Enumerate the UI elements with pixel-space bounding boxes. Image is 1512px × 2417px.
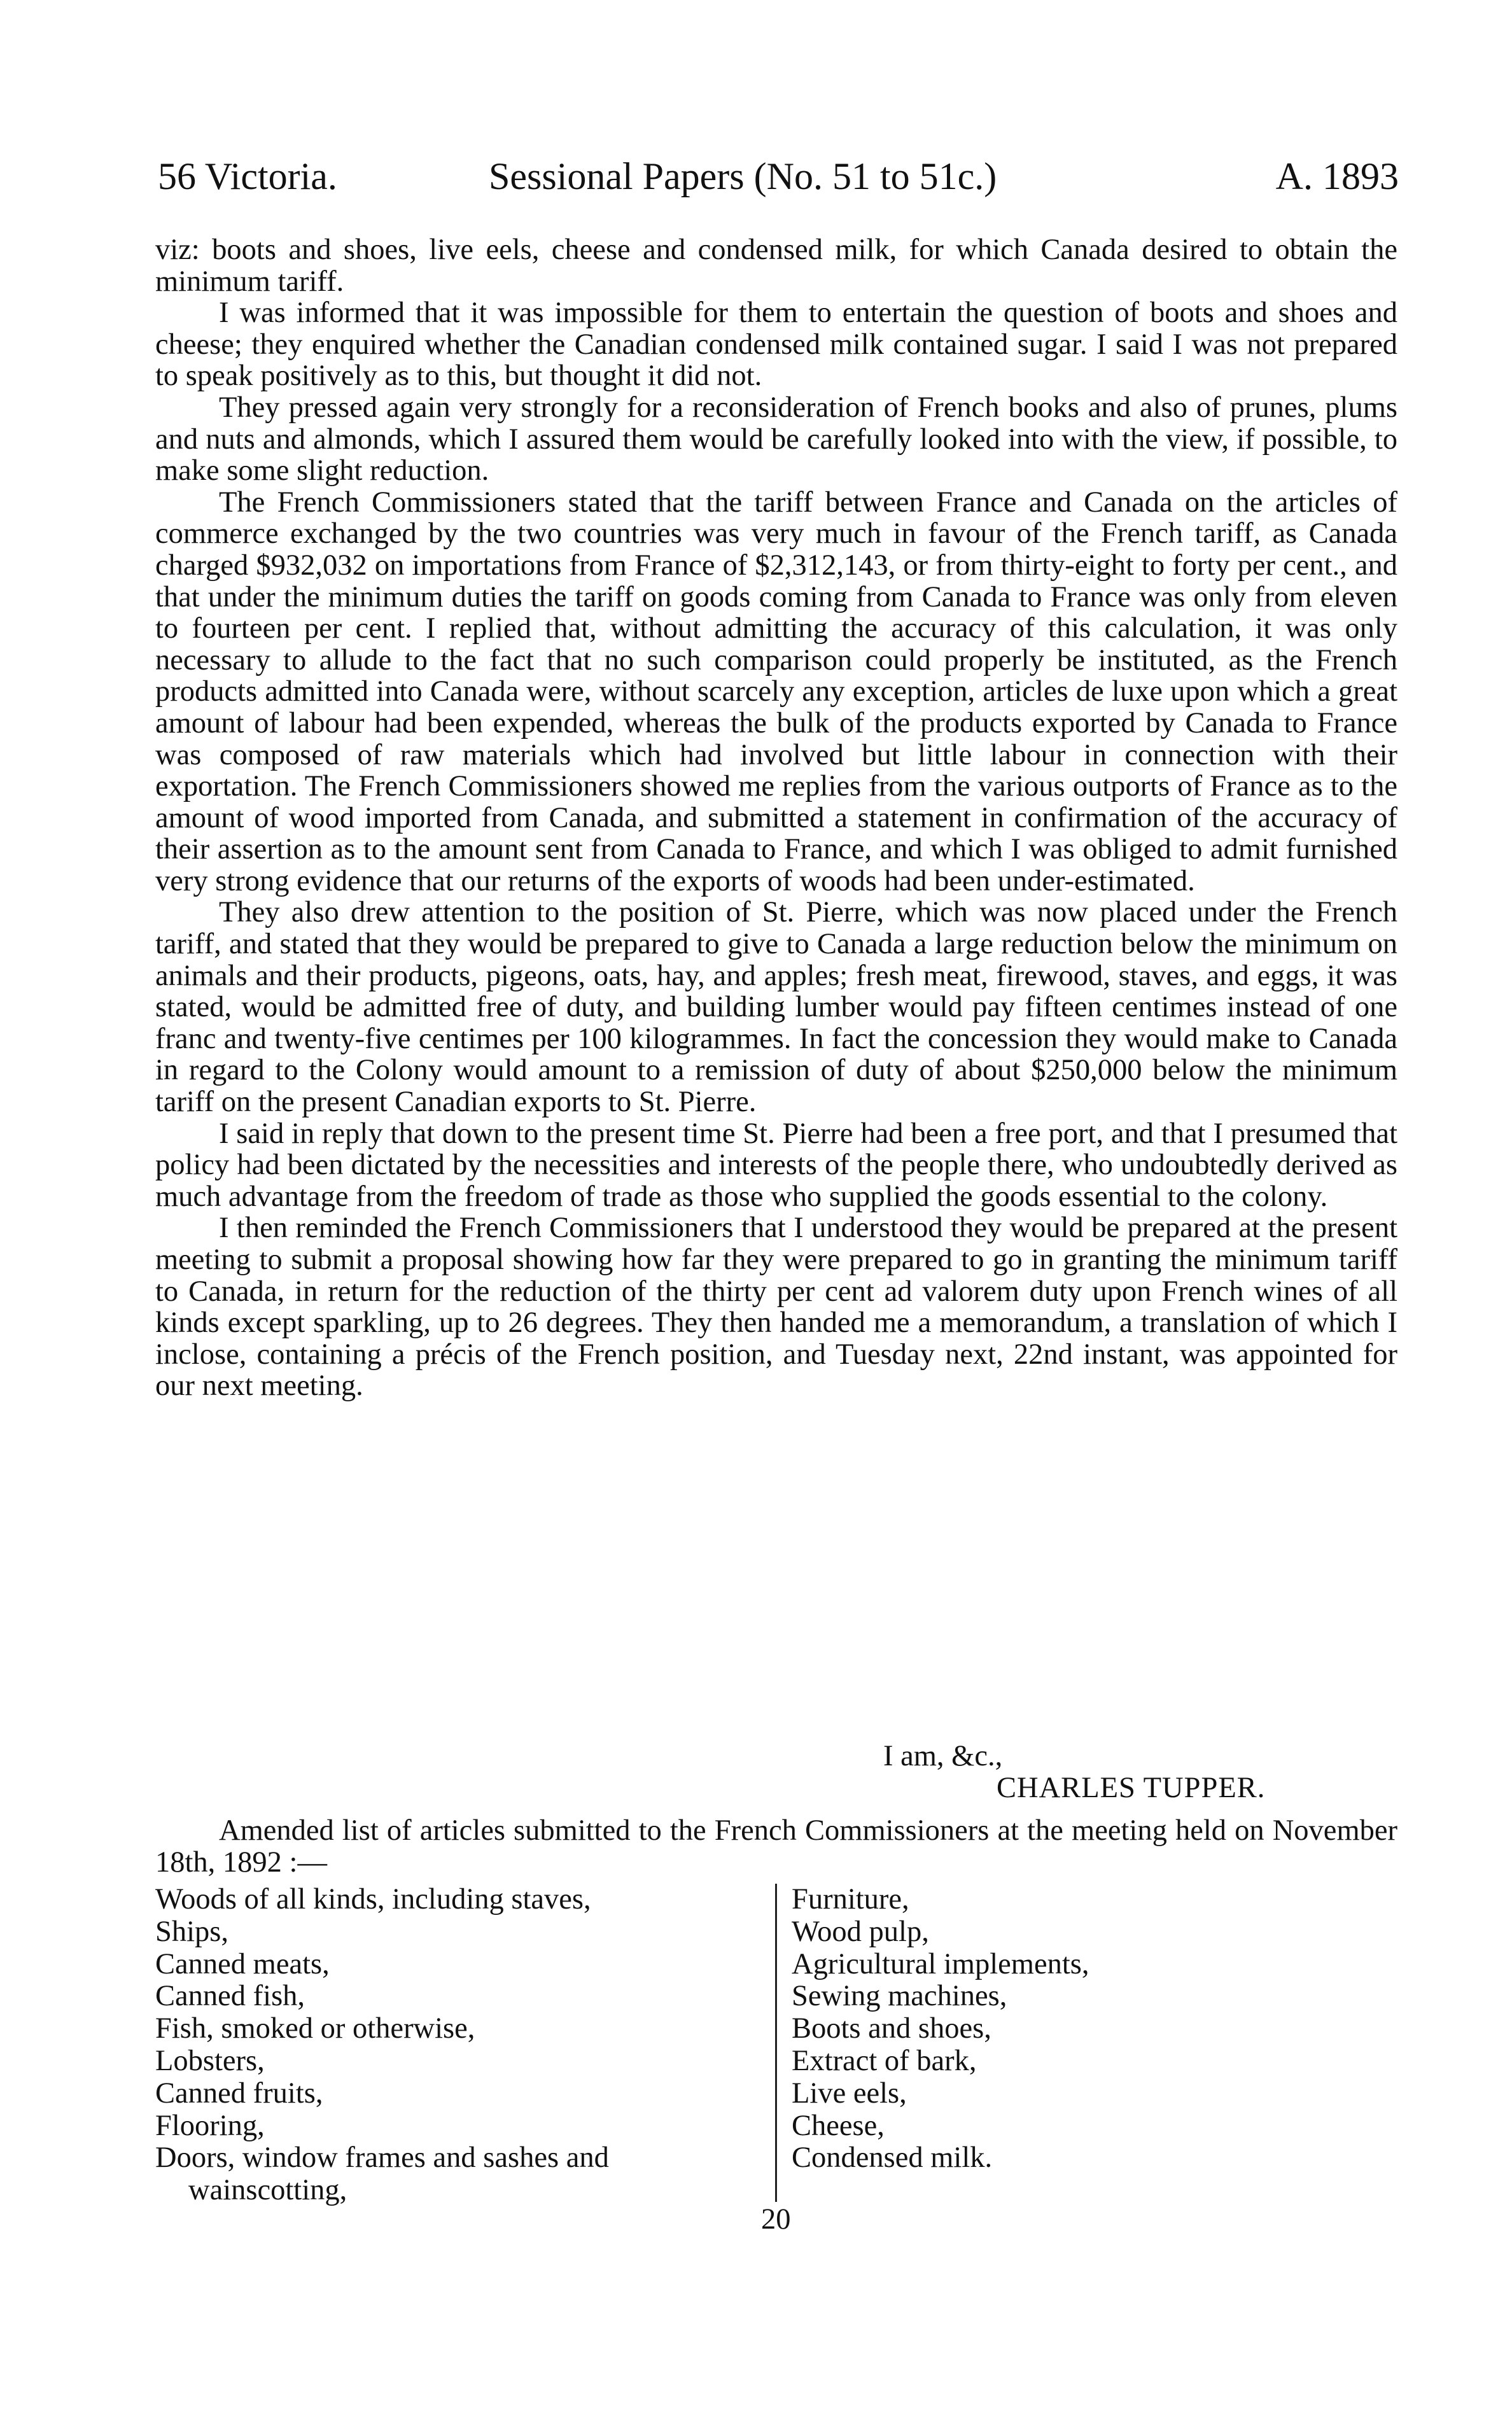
- list-item: Canned fish,: [155, 1980, 305, 2013]
- articles-list-right: [792, 1884, 1364, 2175]
- paragraph: viz: boots and shoes, live eels, cheese and condensed milk, for which Canada desired to obtain the minimum tariff.: [155, 234, 1397, 298]
- list-item: Cheese,: [792, 2109, 885, 2142]
- header-title: Sessional Papers (No. 51 to 51c.): [489, 155, 997, 197]
- list-item: Furniture,: [792, 1883, 909, 1916]
- list-item: Live eels,: [792, 2077, 907, 2110]
- header-session: 56 Victoria.: [158, 155, 337, 197]
- paragraph: They pressed again very strongly for a reconsideration of French books and also of prunes, plums and nuts and almonds, which I assured them would be carefully looked into with the view, if possible, to make some slight reduction.: [155, 391, 1397, 487]
- list-item: Wood pulp,: [792, 1915, 929, 1948]
- list-item: Doors, window frames and sashes and: [155, 2141, 609, 2175]
- list-item: Boots and shoes,: [792, 2012, 991, 2045]
- list-item: Sewing machines,: [792, 1980, 1007, 2013]
- paragraph: I then reminded the French Commissioners that I understood they would be prepared at the present meeting to submit a proposal showing how far they were prepared to go in granting the minimum tariff to Canada, in return for the reduction of the thirty per cent ad valorem duty upon French wines of all kinds except sparkling, up to 26 degrees. They then handed me a memorandum, a translation of which I inclose, containing a précis of the French position, and Tuesday next, 22nd instant, was appointed for our next meeting.: [155, 1212, 1397, 1403]
- page-number: 20: [761, 2203, 791, 2236]
- page-header: [158, 148, 1399, 205]
- column-divider: [775, 1884, 777, 2202]
- paragraph: The French Commissioners stated that the tariff between France and Canada on the articles of commerce exchanged by the two countries was very much in favour of the French tariff, as Canada charged $932,032 on importations from France of $2,312,143, or from thirty-eight to forty per cent., and that under the minimum duties the tariff on goods coming from Canada to France was only from eleven to fourteen per cent. I replied that, without admitting the accuracy of this calculation, it was only necessary to allude to the fact that no such comparison could properly be instituted, as the French products admitted into Canada were, without scarcely any exception, articles de luxe upon which a great amount of labour had been expended, whereas the bulk of the products exported by Canada to France was composed of raw materials which had involved but little labour in connection with their exportation. The French Commissioners showed me replies from the various outports of France as to the amount of wood imported from Canada, and submitted a statement in confirmation of the accuracy of their assertion as to the amount sent from Canada to France, and which I was obliged to admit furnished very strong evidence that our returns of the exports of woods had been under-estimated.: [155, 486, 1397, 897]
- body-text: [155, 234, 1397, 1402]
- list-item: Condensed milk.: [792, 2141, 993, 2175]
- paragraph: I said in reply that down to the present time St. Pierre had been a free port, and that I presumed that policy had been dictated by the necessities and interests of the people there, who undoubtedly derived as much advantage from the freedom of trade as those who supplied the goods essential to the colony.: [155, 1117, 1397, 1213]
- list-item: wainscotting,: [188, 2174, 347, 2207]
- list-item: Canned fruits,: [155, 2077, 323, 2110]
- list-item: Woods of all kinds, including staves,: [155, 1883, 591, 1916]
- paragraph: I was informed that it was impossible for them to entertain the question of boots and shoes and cheese; they enquired whether the Canadian condensed milk contained sugar. I said I was not prepared to speak positively as to this, but thought it did not.: [155, 297, 1397, 393]
- amended-list-intro: [155, 1815, 1397, 1879]
- list-item: Flooring,: [155, 2109, 265, 2142]
- list-item: Agricultural implements,: [792, 1947, 1089, 1980]
- amended-intro-text: Amended list of articles submitted to the French Commissioners at the meeting held on November 18th, 1892 :—: [155, 1814, 1397, 1879]
- list-item: Extract of bark,: [792, 2044, 977, 2077]
- list-item: Lobsters,: [155, 2044, 265, 2077]
- list-item: Ships,: [155, 1915, 229, 1948]
- header-year: A. 1893: [1275, 155, 1399, 197]
- list-item: Fish, smoked or otherwise,: [155, 2012, 475, 2045]
- signature: CHARLES TUPPER.: [997, 1772, 1266, 1804]
- paragraph: They also drew attention to the position of St. Pierre, which was now placed under the French tariff, and stated that they would be prepared to give to Canada a large reduction below the minimum on animals and their products, pigeons, oats, hay, and apples; fresh meat, firewood, staves, and eggs, it was stated, would be admitted free of duty, and building lumber would pay fifteen centimes instead of one franc and twenty-five centimes per 100 kilogrammes. In fact the concession they would make to Canada in regard to the Colony would amount to a remission of duty of about $250,000 below the minimum tariff on the present Canadian exports to St. Pierre.: [155, 896, 1397, 1119]
- letter-closing: I am, &c.,: [883, 1740, 1003, 1772]
- articles-list-left: [155, 1884, 766, 2207]
- list-item: Canned meats,: [155, 1947, 330, 1980]
